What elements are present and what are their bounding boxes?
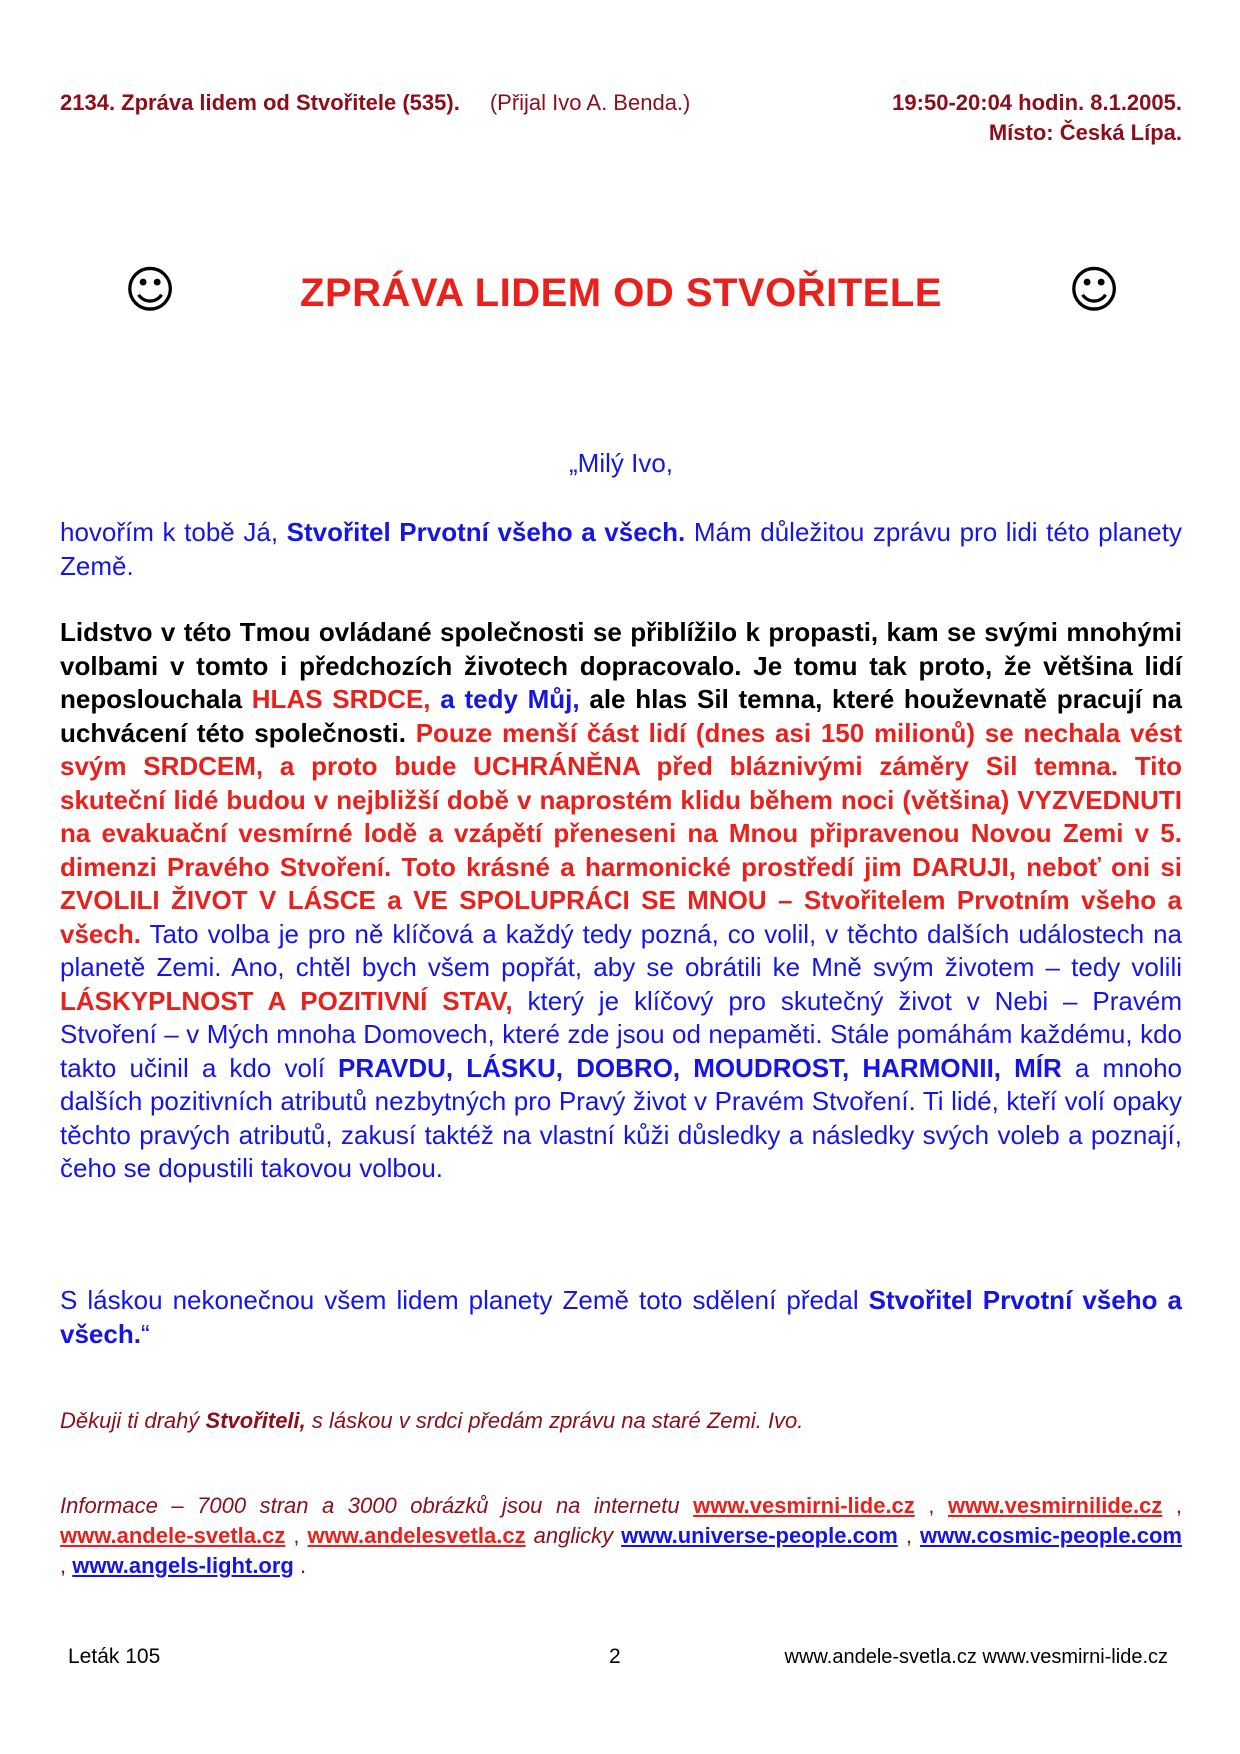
title-row (60, 258, 1182, 328)
text-span: a tedy Můj, (430, 684, 580, 714)
text-span: “ (140, 1318, 150, 1349)
text-span: S láskou nekonečnou všem lidem planety Země toto sdělení předal (60, 1285, 869, 1315)
place: Místo: Česká Lípa. (988, 120, 1182, 145)
info-intro: Informace – 7000 stran a 3000 obrázků jsou na internetu (60, 1493, 694, 1518)
text-span: hovořím k tobě Já, (60, 517, 287, 547)
separator: , (60, 1553, 73, 1578)
thanks-line (60, 1406, 1182, 1436)
text-span-bold: Stvořitel Prvotní všeho a všech. (60, 1285, 1182, 1349)
paragraph-intro (60, 516, 1182, 583)
document-header (60, 88, 1182, 148)
page-number: 2 (609, 1645, 621, 1668)
text-span: Lidstvo v této Tmou ovládané společnosti se přiblížilo k propasti, kam se svými mnohými volbami v tomto i předchozích životech dopracovalo. Je tomu tak proto, že většina lidí neposlouchala (60, 617, 1182, 714)
paragraph-closing (60, 1284, 1182, 1351)
smiley-icon: ☺ (124, 261, 177, 319)
smiley-icon: ☺ (1068, 261, 1121, 319)
link-vesmirni-lide[interactable]: www.vesmirni-lide.cz (693, 1493, 915, 1518)
text-span: s láskou v srdci předám zprávu na staré Zemi. Ivo. (305, 1408, 804, 1433)
link-andelesvetla[interactable]: www.andelesvetla.cz (307, 1523, 526, 1548)
text-span: ale hlas Sil temna, které houževnatě pracují na uchvácení této společnosti. (60, 684, 1183, 748)
received-by: (Přijal Ivo A. Benda.) (489, 90, 691, 115)
message-number-title: 2134. Zpráva lidem od Stvořitele (535). (60, 90, 460, 115)
info-end: . (293, 1553, 307, 1578)
page-title: ZPRÁVA LIDEM OD STVOŘITELE (300, 271, 942, 315)
link-vesmirnilide[interactable]: www.vesmirnilide.cz (947, 1493, 1163, 1518)
text-span: Tato volba je pro ně klíčová a každý tedy pozná, co volil, v těchto dalších událostech na planetě Zemi. Ano, chtěl bych všem popřát, aby se obrátili ke Mně svým životem – tedy volili (60, 918, 1182, 982)
separator: , (897, 1523, 920, 1548)
text-span: který je klíčový pro skutečný život v Nebi – Pravém Stvoření – v Mých mnoha Domovech, které zde jsou od nepaměti. Stále pomáhám každému, kdo takto učinil a kdo volí (60, 985, 1182, 1083)
link-cosmic-people[interactable]: www.cosmic-people.com (919, 1523, 1182, 1548)
text-span-bold: Stvořitel Prvotní všeho a všech. (286, 517, 686, 547)
text-span: LÁSKYPLNOST A POZITIVNÍ STAV, (60, 985, 513, 1016)
text-span: Pouze menší část lidí (dnes asi 150 milionů) se nechala vést svým SRDCEM, a proto bude UCHRÁNĚNA před bláznivými záměry Sil temna. Tito skuteční lidé budou v nejbližší době v naprostém klidu během noci (většina) VYZVEDNUTI na evakuační vesmírné lodě a vzápětí přeneseni na Mnou připravenou Novou Zemi v 5. dimenzi Pravého Stvoření. Toto krásné a harmonické prostředí jim DARUJI, neboť oni si ZVOLILI ŽIVOT V LÁSCE a VE SPOLUPRÁCI SE MNOU – Stvořitelem Prvotním všeho a všech. (60, 717, 1182, 949)
greeting: „Milý Ivo, (569, 448, 673, 478)
link-universe-people[interactable]: www.universe-people.com (621, 1523, 898, 1548)
link-angels-light[interactable]: www.angels-light.org (72, 1553, 294, 1578)
separator: , (914, 1493, 948, 1518)
text-span: Děkuji ti drahý (60, 1408, 206, 1433)
header-row (60, 88, 1182, 118)
leaflet-number: Leták 105 (68, 1645, 161, 1668)
text-span: HLAS SRDCE, (251, 684, 431, 714)
link-andele-svetla[interactable]: www.andele-svetla.cz (60, 1523, 286, 1548)
text-span: a mnoho dalších pozitivních atributů nezbytných pro Pravý život v Pravém Stvoření. Ti lidé, kteří volí opaky těchto pravých atributů, zakusí taktéž na vlastní kůži důsledky a následky svých voleb a poznají, čeho se dopustili takovou volbou. (60, 1052, 1183, 1183)
paragraph-main (60, 616, 1182, 1186)
footer-websites: www.andele-svetla.cz www.vesmirni-lide.cz (784, 1646, 1168, 1668)
text-span-bold: Stvořiteli, (205, 1408, 306, 1433)
info-english: anglicky (525, 1523, 622, 1548)
text-span: PRAVDU, LÁSKU, DOBRO, MOUDROST, HARMONII, MÍR (338, 1052, 1062, 1083)
separator: , (1162, 1493, 1182, 1518)
separator: , (285, 1523, 308, 1548)
time-date: 19:50-20:04 hodin. 8.1.2005. (892, 90, 1182, 115)
text-span: Mám důležitou zprávu pro lidi této planety Země. (60, 517, 1182, 581)
info-paragraph (60, 1491, 1182, 1581)
